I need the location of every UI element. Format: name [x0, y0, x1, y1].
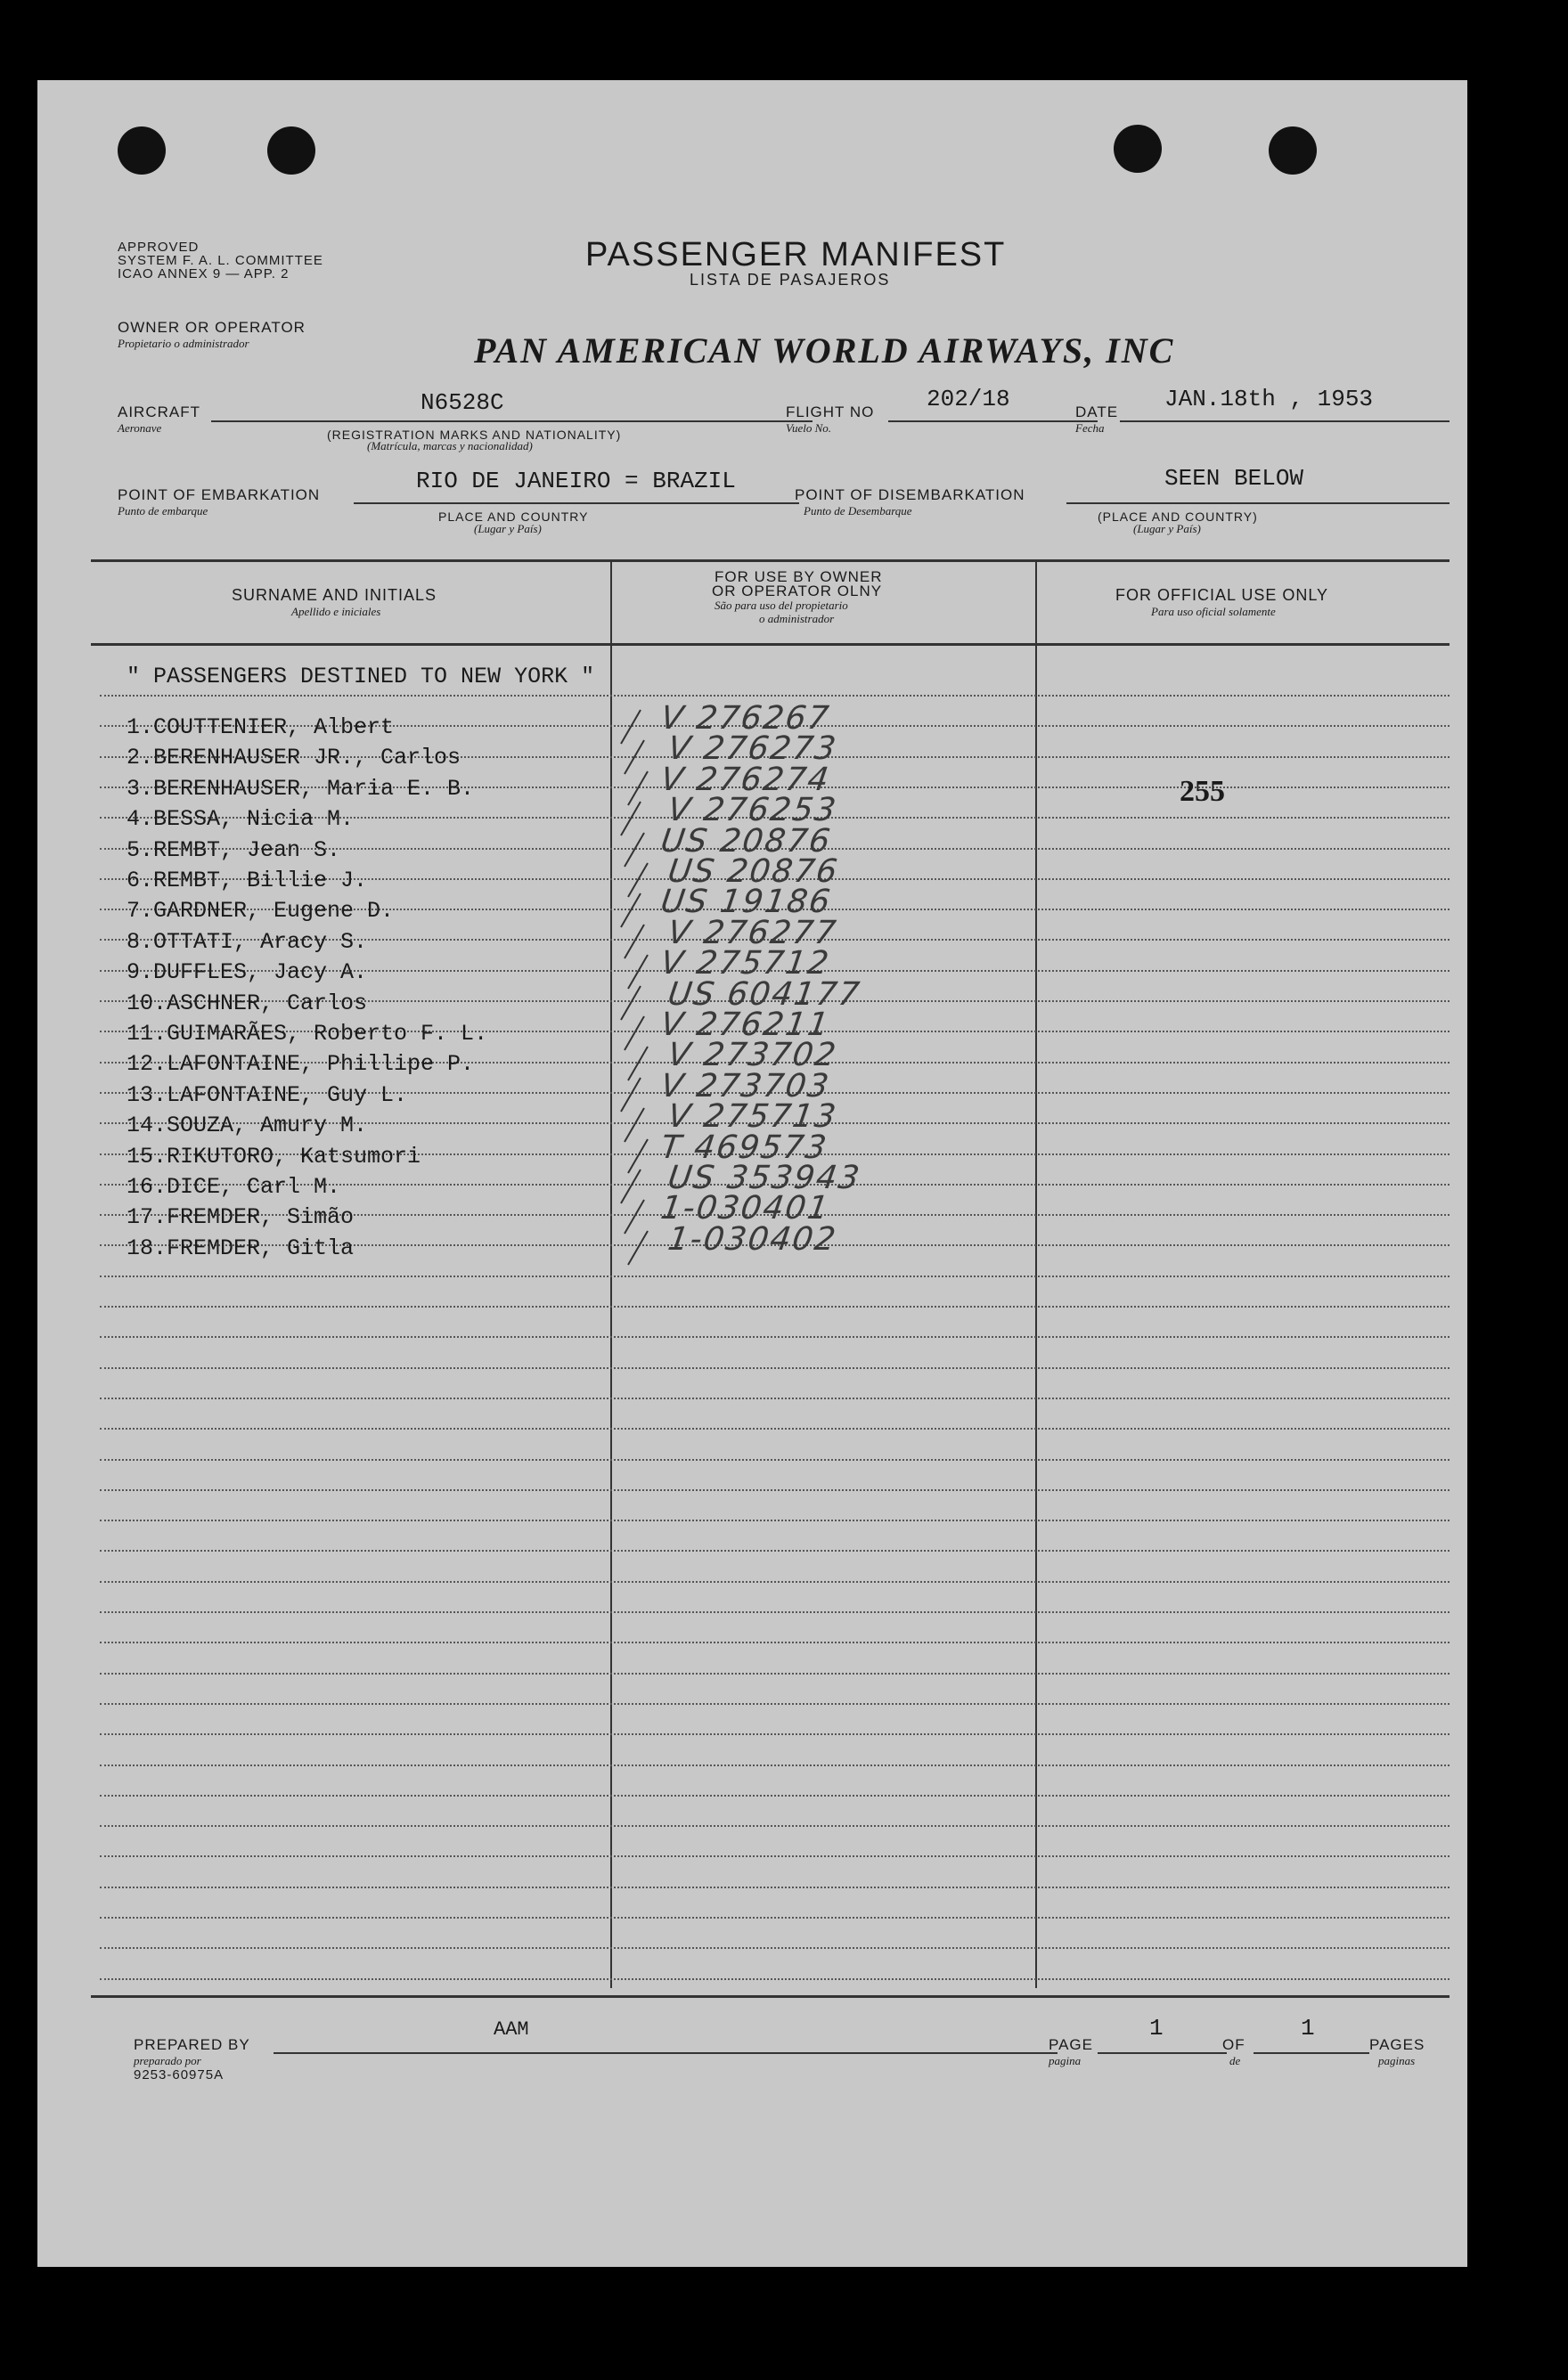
passenger-name: 18.FREMDER, Gitla: [127, 1235, 355, 1261]
row-rule: [100, 1459, 1450, 1461]
pages-value: 1: [1301, 2015, 1315, 2042]
page-value: 1: [1149, 2015, 1164, 2042]
official-column-header: FOR OFFICIAL USE ONLY: [1115, 586, 1329, 604]
row-rule: [100, 1733, 1450, 1735]
row-rule: [100, 1367, 1450, 1369]
pages-label-es: paginas: [1378, 2054, 1416, 2067]
document-number: V 276273: [666, 730, 840, 767]
owner-column-header-2: OR OPERATOR OLNY: [712, 583, 883, 599]
owner-label: OWNER OR OPERATOR: [118, 319, 306, 336]
row-rule: [100, 1306, 1450, 1308]
owner-column-header: FOR USE BY OWNER: [715, 568, 883, 585]
passenger-name: 4.BESSA, Nicia M.: [127, 806, 355, 832]
official-column-header-es: Para uso oficial solamente: [1151, 605, 1276, 618]
column-divider: [610, 561, 612, 1988]
document-number: US 353943: [666, 1160, 863, 1196]
passenger-name: 16.DICE, Carl M.: [127, 1174, 341, 1200]
official-note: 255: [1180, 775, 1225, 808]
passenger-name: 5.REMBT, Jean S.: [127, 837, 341, 863]
punch-hole: [267, 126, 315, 175]
prepared-label-es: preparado por: [134, 2054, 201, 2067]
row-rule: [100, 1917, 1450, 1919]
row-rule: [100, 1581, 1450, 1583]
document-number: US 20876: [666, 853, 842, 890]
page-label: PAGE: [1049, 2036, 1093, 2053]
of-label: OF: [1222, 2036, 1245, 2053]
row-rule: [100, 1978, 1450, 1980]
check-mark: [624, 924, 645, 958]
date-label: DATE: [1075, 403, 1119, 420]
passenger-name: 15.RIKUTORO, Katsumori: [127, 1144, 421, 1170]
document-number: T 469573: [658, 1129, 830, 1166]
surname-column-header: SURNAME AND INITIALS: [232, 586, 437, 604]
aircraft-value: N6528C: [421, 389, 504, 416]
table-header-rule: [91, 643, 1450, 646]
document-number: V 276277: [666, 915, 840, 951]
table-top-rule: [91, 559, 1450, 562]
pages-label: PAGES: [1369, 2036, 1425, 2053]
embark-note-es: (Lugar y País): [474, 522, 542, 535]
document-number: US 19186: [658, 884, 835, 920]
date-label-es: Fecha: [1075, 421, 1105, 435]
check-mark: [624, 832, 645, 867]
passenger-name: 13.LAFONTAINE, Guy L.: [127, 1082, 408, 1108]
passenger-name: 17.FREMDER, Simão: [127, 1204, 355, 1230]
check-mark: [624, 1107, 645, 1142]
section-heading: " PASSENGERS DESTINED TO NEW YORK ": [127, 664, 595, 689]
flight-no-label-es: Vuelo No.: [786, 421, 832, 435]
row-rule: [100, 1336, 1450, 1338]
document-number: US 604177: [666, 976, 863, 1013]
check-mark: [627, 1230, 649, 1265]
check-mark: [627, 1138, 649, 1173]
disembark-value: SEEN BELOW: [1164, 465, 1304, 492]
row-rule: [100, 1887, 1450, 1888]
embark-label-es: Punto de embarque: [118, 504, 208, 518]
aircraft-label-es: Aeronave: [118, 421, 162, 435]
check-mark: [620, 801, 641, 835]
column-divider: [1035, 561, 1037, 1988]
punch-hole: [118, 126, 166, 175]
date-value: JAN.18th , 1953: [1164, 386, 1374, 412]
check-mark: [627, 862, 649, 897]
document-number: 1-030402: [666, 1221, 840, 1258]
passenger-name: 10.ASCHNER, Carlos: [127, 990, 368, 1016]
row-rule: [100, 1276, 1450, 1277]
row-rule: [100, 1947, 1450, 1949]
manifest-sheet: [37, 80, 1467, 2267]
punch-hole: [1114, 125, 1162, 173]
approval-line: ICAO ANNEX 9 — APP. 2: [118, 266, 290, 281]
check-mark: [624, 1015, 645, 1050]
embark-note: PLACE AND COUNTRY: [438, 509, 589, 524]
row-rule: [100, 1825, 1450, 1827]
of-label-es: de: [1229, 2054, 1241, 2067]
document-number: V 276274: [658, 762, 833, 798]
document-number: V 276211: [658, 1007, 833, 1043]
passenger-name: 11.GUIMARÃES, Roberto F. L.: [127, 1021, 488, 1047]
row-rule: [100, 1428, 1450, 1430]
document-number: V 275713: [666, 1098, 840, 1135]
prepared-label: PREPARED BY: [134, 2036, 250, 2053]
row-rule: [100, 1855, 1450, 1857]
disembark-note-es: (Lugar y País): [1133, 522, 1201, 535]
operator-name: PAN AMERICAN WORLD AIRWAYS, INC: [474, 330, 1175, 371]
passenger-name: 6.REMBT, Billie J.: [127, 868, 368, 893]
disembark-label: POINT OF DISEMBARKATION: [795, 486, 1025, 503]
page-label-es: pagina: [1049, 2054, 1082, 2067]
flight-no-value: 202/18: [927, 386, 1010, 412]
embark-value: RIO DE JANEIRO = BRAZIL: [416, 468, 736, 494]
check-mark: [627, 1046, 649, 1080]
prepared-by-value: AAM: [494, 2018, 529, 2041]
form-number: 9253-60975A: [134, 2067, 225, 2082]
passenger-name: 12.LAFONTAINE, Phillipe P.: [127, 1051, 475, 1077]
approval-line: APPROVED: [118, 240, 200, 255]
passenger-name: 3.BERENHAUSER, Maria E. B.: [127, 776, 475, 802]
document-number: V 276253: [666, 792, 840, 828]
passenger-name: 7.GARDNER, Eugene D.: [127, 898, 395, 924]
row-rule: [100, 1703, 1450, 1705]
approval-line: SYSTEM F. A. L. COMMITTEE: [118, 253, 323, 268]
document-number: V 273702: [666, 1037, 840, 1073]
passenger-name: 2.BERENHAUSER JR., Carlos: [127, 745, 461, 770]
page-title: PASSENGER MANIFEST: [585, 236, 1007, 273]
aircraft-note-es: (Matrícula, marcas y nacionalidad): [367, 439, 533, 452]
owner-label-es: Propietario o administrador: [118, 337, 249, 350]
check-mark: [620, 709, 641, 744]
check-mark: [627, 770, 649, 805]
embark-label: POINT OF EMBARKATION: [118, 486, 321, 503]
row-rule: [100, 1642, 1450, 1643]
row-rule: [100, 1550, 1450, 1552]
document-number: V 275712: [658, 945, 833, 982]
passenger-name: 9.DUFFLES, Jacy A.: [127, 959, 368, 985]
table-bottom-rule: [91, 1995, 1450, 1998]
row-rule: [100, 1673, 1450, 1675]
aircraft-label: AIRCRAFT: [118, 403, 200, 420]
row-rule: [100, 1795, 1450, 1797]
punch-hole: [1269, 126, 1317, 175]
row-rule: [100, 1765, 1450, 1766]
document-number: 1-030401: [658, 1190, 833, 1227]
row-rule: [100, 1611, 1450, 1613]
page-subtitle: LISTA DE PASAJEROS: [690, 271, 891, 289]
check-mark: [620, 1169, 641, 1203]
owner-column-header-es: São para uso del propietario: [715, 599, 848, 612]
passenger-name: 14.SOUZA, Amury M.: [127, 1113, 368, 1138]
row-rule: [100, 1398, 1450, 1399]
owner-column-header-es-2: o administrador: [759, 612, 835, 625]
check-mark: [624, 1199, 645, 1234]
document-number: V 273703: [658, 1068, 833, 1104]
disembark-note: (PLACE AND COUNTRY): [1098, 509, 1258, 524]
row-rule: [100, 1489, 1450, 1491]
check-mark: [620, 985, 641, 1020]
flight-no-label: FLIGHT NO: [786, 403, 875, 420]
check-mark: [627, 954, 649, 989]
document-number: V 276267: [658, 700, 833, 737]
passenger-name: 8.OTTATI, Aracy S.: [127, 929, 368, 955]
row-rule: [100, 1520, 1450, 1521]
row-rule: [100, 695, 1450, 697]
check-mark: [620, 1077, 641, 1112]
passenger-name: 1.COUTTENIER, Albert: [127, 714, 395, 740]
aircraft-note: (REGISTRATION MARKS AND NATIONALITY): [327, 428, 622, 442]
check-mark: [620, 892, 641, 927]
document-number: US 20876: [658, 823, 835, 860]
surname-column-header-es: Apellido e iniciales: [291, 605, 381, 618]
disembark-label-es: Punto de Desembarque: [804, 504, 912, 518]
